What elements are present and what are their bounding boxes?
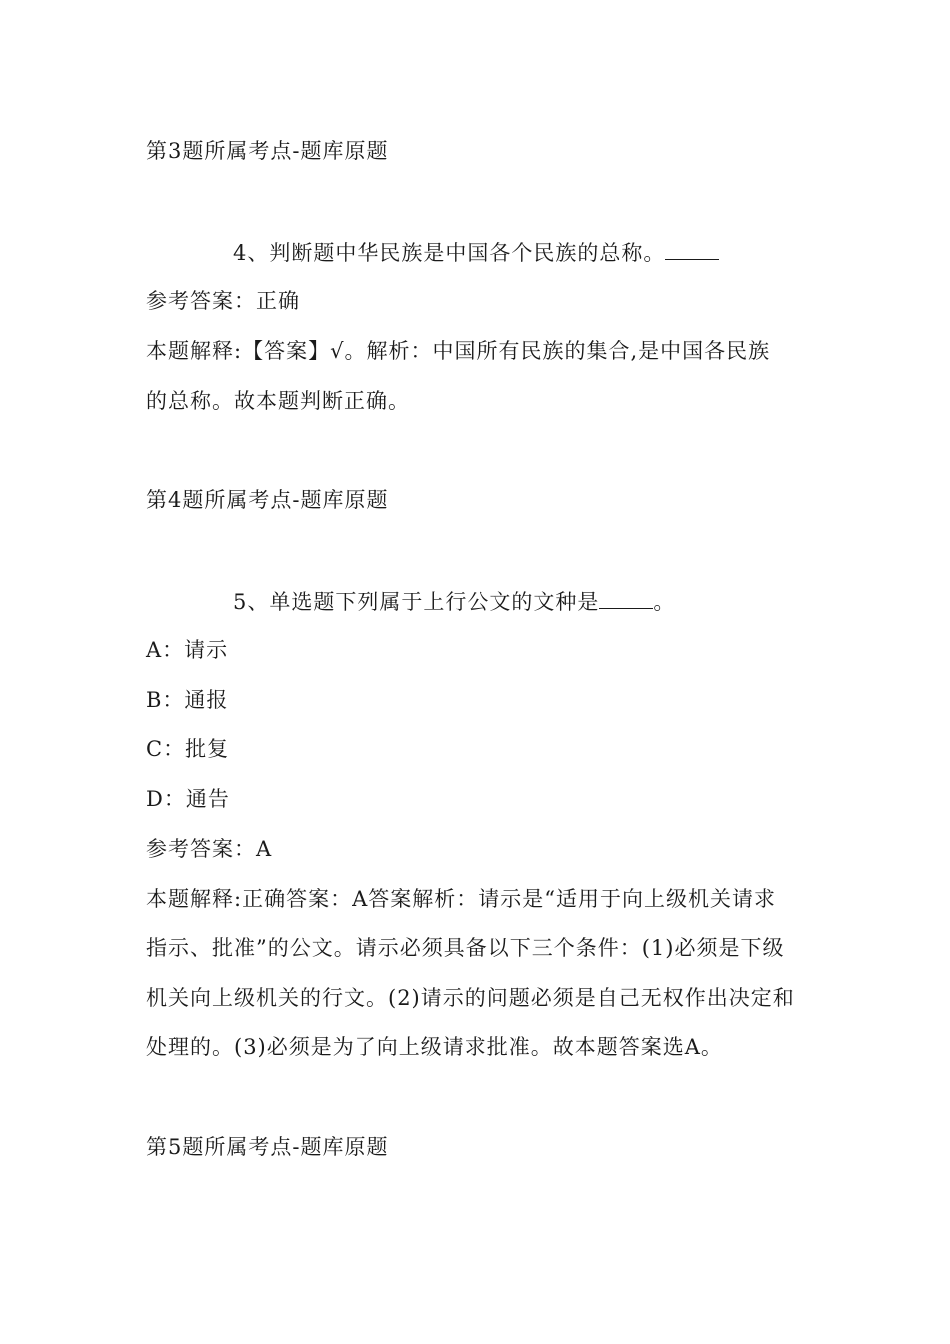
q4-explanation-line-1: 本题解释:【答案】√。解析：中国所有民族的集合,是中国各民族 xyxy=(146,339,771,363)
q5-option-d: D：通告 xyxy=(146,787,230,811)
q5-question xyxy=(233,588,675,615)
q3-source: 第3题所属考点-题库原题 xyxy=(146,139,389,163)
q4-answer: 参考答案：正确 xyxy=(146,289,300,313)
q5-explanation-line-1: 本题解释:正确答案：A答案解析：请示是“适用于向上级机关请求 xyxy=(146,887,776,911)
q4-answer-blank xyxy=(665,239,719,260)
q4-question-text: 4、判断题中华民族是中国各个民族的总称。 xyxy=(233,241,666,265)
q5-source: 第5题所属考点-题库原题 xyxy=(146,1135,389,1159)
q5-option-c: C：批复 xyxy=(146,737,230,761)
q4-explanation-line-2: 的总称。故本题判断正确。 xyxy=(146,389,410,413)
q5-answer: 参考答案：A xyxy=(146,837,273,861)
q5-option-b: B：通报 xyxy=(146,688,229,712)
q4-source: 第4题所属考点-题库原题 xyxy=(146,488,389,512)
q5-question-text: 5、单选题下列属于上行公文的文种是 xyxy=(233,590,600,614)
q5-explanation-line-3: 机关向上级机关的行文。(2)请示的问题必须是自己无权作出决定和 xyxy=(146,986,795,1010)
q5-question-end: 。 xyxy=(653,590,676,614)
q5-explanation-line-4: 处理的。(3)必须是为了向上级请求批准。故本题答案选A。 xyxy=(146,1035,723,1059)
q5-option-a: A：请示 xyxy=(146,638,229,662)
q4-question xyxy=(233,239,719,266)
q5-answer-blank xyxy=(599,588,653,609)
q5-explanation-line-2: 指示、批准”的公文。请示必须具备以下三个条件：(1)必须是下级 xyxy=(146,936,785,960)
